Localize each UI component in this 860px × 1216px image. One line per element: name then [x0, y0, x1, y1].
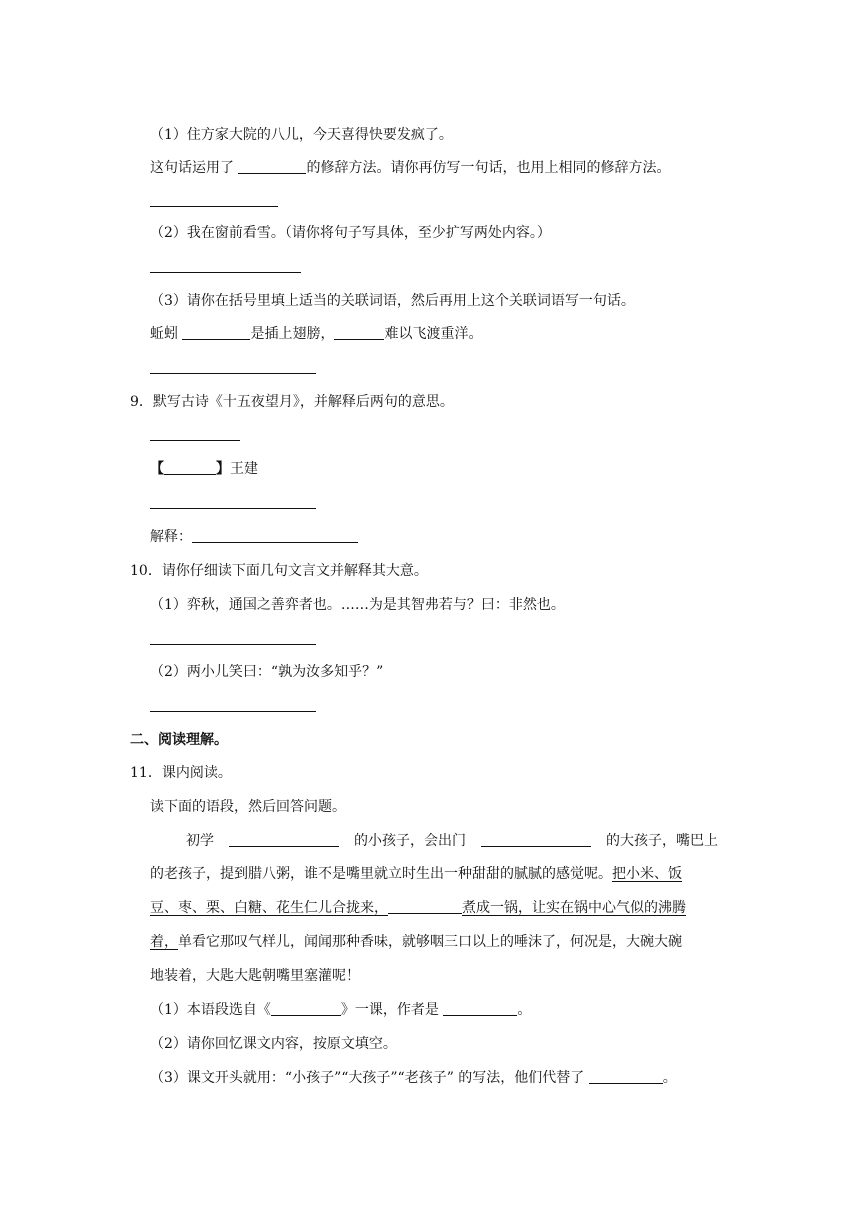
q8-sentence-1: （1）住方家大院的八儿，今天喜得快要发疯了。 — [150, 127, 453, 143]
q11-stem: 11．课内阅读。 — [130, 765, 232, 781]
q8-sentence-2: （2）我在窗前看雪。（请你将句子写具体，至少扩写两处内容。） — [150, 225, 551, 241]
q11-sub1-text-c: 。 — [517, 1002, 532, 1018]
q10-sentence-2: （2）两小儿笑曰：“孰为汝多知乎？” — [150, 664, 384, 680]
explain-label: 解释： — [150, 529, 192, 545]
answer-line-q8-2[interactable] — [150, 272, 301, 273]
passage-text-3b-underlined: 煮成一锅，让实在锅中心气似的沸腾 — [462, 900, 686, 916]
q9-stem: 9．默写古诗《十五夜望月》，并解释后两句的意思。 — [130, 394, 454, 410]
section-2-title: 二、阅读理解。 — [130, 732, 228, 748]
q9-explain — [150, 527, 358, 547]
passage-text-3a-underlined: 豆、枣、栗、白糖、花生仁儿合拢来， — [150, 900, 388, 916]
q10-sentence-1: （1）弈秋，通国之善弈者也。……为是其智弗若与？曰：非然也。 — [150, 597, 565, 613]
q8-sentence-3: （3）请你在括号里填上适当的关联词语，然后再用上这个关联词语写一句话。 — [150, 293, 635, 309]
bracket-open: 【 — [150, 461, 164, 477]
q11-sub3-text-b: 。 — [662, 1070, 677, 1086]
passage-line-3 — [150, 898, 686, 918]
poem-title-line[interactable] — [150, 440, 240, 441]
answer-line-q10-1[interactable] — [150, 644, 316, 645]
passage-blank-2[interactable] — [481, 831, 591, 847]
passage-text-2: 的老孩子，提到腊八粥，谁不是嘴里就立时生出一种甜甜的腻腻的感觉呢。 — [150, 866, 612, 882]
poem-content-line[interactable] — [150, 508, 316, 509]
q11-sub3-text-a: （3）课文开头就用：“小孩子”“大孩子”“老孩子” 的写法，他们代替了 — [150, 1070, 589, 1086]
passage-blank-3[interactable] — [388, 898, 462, 914]
q8-task-text-b: 的修辞方法。请你再仿写一句话，也用上相同的修辞方法。 — [306, 160, 671, 176]
answer-line-q8-1[interactable] — [150, 206, 278, 207]
passage-text-4: 单看它那叹气样儿，闻闻那种香味，就够咽三口以上的唾沫了，何况是，大碗大碗 — [178, 934, 682, 950]
author-blank[interactable] — [443, 1000, 517, 1016]
poem-author: 王建 — [230, 461, 258, 477]
q11-sub1-text-b: 》一课，作者是 — [340, 1002, 444, 1018]
q8-task-text-a: 这句话运用了 — [150, 160, 239, 176]
q10-stem: 10．请你仔细读下面几句文言文并解释其大意。 — [130, 563, 428, 579]
q11-sub-1 — [150, 1000, 531, 1020]
passage-line-2 — [150, 864, 682, 884]
passage-text-2-underlined: 把小米、饭 — [612, 866, 682, 882]
passage-line-5: 地装着，大匙大匙朝嘴里塞灌呢！ — [150, 968, 360, 984]
q11-intro: 读下面的语段，然后回答问题。 — [150, 799, 346, 815]
bracket-close: 】 — [216, 461, 230, 477]
explain-blank[interactable] — [192, 527, 358, 543]
q11-sub1-text-a: （1）本语段选自《 — [150, 1002, 271, 1018]
q8-conj-text-b: 是插上翅膀， — [250, 326, 335, 342]
passage-text-1a: 初学 — [186, 833, 214, 849]
q8-conj-text-a: 蚯蚓 — [150, 326, 183, 342]
passage-line-1 — [186, 831, 718, 851]
answer-line-q10-2[interactable] — [150, 711, 316, 712]
q11-sub-2: （2）请你回忆课文内容，按原文填空。 — [150, 1036, 397, 1052]
q8-conj-text-c: 难以飞渡重洋。 — [384, 326, 483, 342]
rhetoric-blank[interactable] — [238, 158, 306, 174]
passage-text-1c: 的大孩子，嘴巴上 — [606, 833, 718, 849]
q11-sub-3 — [150, 1068, 677, 1088]
q8-sentence-1-task — [150, 158, 670, 178]
conjunction-blank-1[interactable] — [182, 324, 250, 340]
passage-blank-1[interactable] — [229, 831, 339, 847]
passage-text-1b: 的小孩子，会出门 — [354, 833, 466, 849]
lesson-title-blank[interactable] — [271, 1000, 341, 1016]
poem-title-blank[interactable] — [164, 459, 216, 475]
answer-line-q8-3[interactable] — [150, 373, 316, 374]
passage-line-4 — [150, 932, 682, 952]
passage-text-4-underlined: 着， — [150, 934, 178, 950]
q9-title-bracket — [150, 459, 258, 479]
q8-conjunction-sentence — [150, 324, 482, 344]
replacement-blank[interactable] — [589, 1068, 663, 1084]
conjunction-blank-2[interactable] — [334, 324, 384, 340]
